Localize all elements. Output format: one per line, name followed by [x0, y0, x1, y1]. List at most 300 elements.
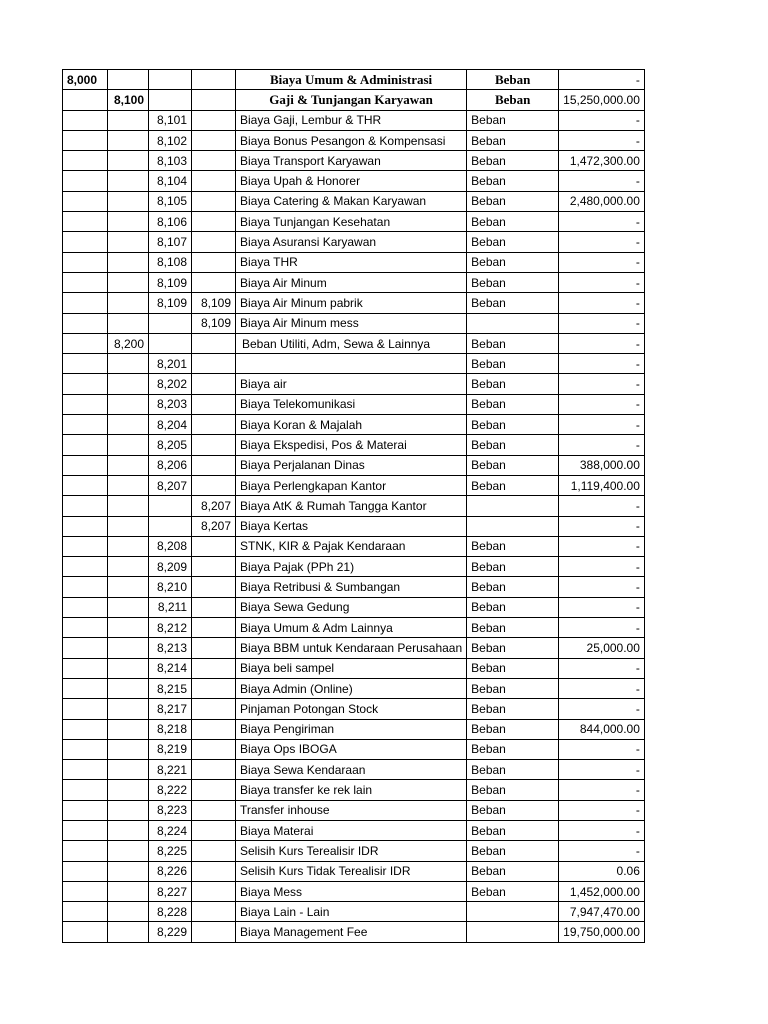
- account-code-level2[interactable]: [108, 678, 149, 698]
- table-row[interactable]: [63, 374, 645, 394]
- account-name[interactable]: Biaya Perlengkapan Kantor: [236, 475, 467, 495]
- account-code-level4[interactable]: 8,109: [192, 313, 236, 333]
- account-code-level2[interactable]: [108, 374, 149, 394]
- account-code-level1[interactable]: [63, 191, 108, 211]
- account-amount[interactable]: -: [559, 435, 645, 455]
- account-code-level1[interactable]: [63, 618, 108, 638]
- table-row[interactable]: [63, 536, 645, 556]
- account-amount[interactable]: -: [559, 293, 645, 313]
- table-row[interactable]: [63, 557, 645, 577]
- table-row[interactable]: [63, 232, 645, 252]
- account-code-level1[interactable]: [63, 861, 108, 881]
- account-type[interactable]: [467, 922, 559, 942]
- table-row[interactable]: [63, 110, 645, 130]
- account-type[interactable]: Beban: [467, 435, 559, 455]
- table-row[interactable]: [63, 171, 645, 191]
- account-code-level1[interactable]: [63, 820, 108, 840]
- account-name[interactable]: Biaya transfer ke rek lain: [236, 780, 467, 800]
- table-row[interactable]: [63, 516, 645, 536]
- account-code-level1[interactable]: [63, 922, 108, 942]
- table-row[interactable]: [63, 496, 645, 516]
- account-amount[interactable]: -: [559, 699, 645, 719]
- account-amount[interactable]: 1,119,400.00: [559, 475, 645, 495]
- account-amount[interactable]: -: [559, 70, 645, 90]
- account-type[interactable]: [467, 496, 559, 516]
- account-code-level2[interactable]: [108, 272, 149, 292]
- account-name[interactable]: Transfer inhouse: [236, 800, 467, 820]
- account-name[interactable]: Biaya Retribusi & Sumbangan: [236, 577, 467, 597]
- account-name[interactable]: Biaya Telekomunikasi: [236, 394, 467, 414]
- account-name[interactable]: Pinjaman Potongan Stock: [236, 699, 467, 719]
- account-name[interactable]: Biaya THR: [236, 252, 467, 272]
- account-type[interactable]: Beban: [467, 130, 559, 150]
- account-amount[interactable]: -: [559, 354, 645, 374]
- account-amount[interactable]: 388,000.00: [559, 455, 645, 475]
- account-code-level3[interactable]: 8,223: [149, 800, 192, 820]
- account-code-level1[interactable]: [63, 577, 108, 597]
- table-row[interactable]: [63, 719, 645, 739]
- account-code-level4[interactable]: [192, 557, 236, 577]
- table-row[interactable]: [63, 861, 645, 881]
- account-type[interactable]: Beban: [467, 212, 559, 232]
- account-type[interactable]: Beban: [467, 536, 559, 556]
- account-type[interactable]: Beban: [467, 557, 559, 577]
- account-code-level4[interactable]: [192, 272, 236, 292]
- account-code-level4[interactable]: [192, 800, 236, 820]
- table-row[interactable]: [63, 272, 645, 292]
- account-code-level4[interactable]: [192, 455, 236, 475]
- account-code-level4[interactable]: [192, 638, 236, 658]
- account-code-level4[interactable]: [192, 841, 236, 861]
- account-code-level4[interactable]: [192, 820, 236, 840]
- account-name[interactable]: Biaya beli sampel: [236, 658, 467, 678]
- account-type[interactable]: Beban: [467, 374, 559, 394]
- account-type[interactable]: Beban: [467, 861, 559, 881]
- account-name[interactable]: Biaya Sewa Kendaraan: [236, 760, 467, 780]
- account-code-level2[interactable]: [108, 739, 149, 759]
- account-code-level1[interactable]: [63, 678, 108, 698]
- account-code-level4[interactable]: 8,207: [192, 516, 236, 536]
- account-code-level1[interactable]: [63, 151, 108, 171]
- account-code-level2[interactable]: [108, 70, 149, 90]
- account-name[interactable]: Biaya Air Minum: [236, 272, 467, 292]
- account-code-level2[interactable]: [108, 475, 149, 495]
- account-name[interactable]: Biaya Management Fee: [236, 922, 467, 942]
- account-code-level2[interactable]: [108, 171, 149, 191]
- account-code-level3[interactable]: 8,103: [149, 151, 192, 171]
- account-type[interactable]: Beban: [467, 597, 559, 617]
- account-code-level4[interactable]: [192, 881, 236, 901]
- account-code-level4[interactable]: [192, 354, 236, 374]
- account-code-level3[interactable]: 8,227: [149, 881, 192, 901]
- account-code-level2[interactable]: [108, 293, 149, 313]
- account-code-level2[interactable]: [108, 455, 149, 475]
- account-code-level1[interactable]: [63, 130, 108, 150]
- account-name[interactable]: Biaya Ekspedisi, Pos & Materai: [236, 435, 467, 455]
- account-amount[interactable]: -: [559, 841, 645, 861]
- account-code-level4[interactable]: [192, 435, 236, 455]
- account-code-level3[interactable]: 8,214: [149, 658, 192, 678]
- account-name[interactable]: Biaya Air Minum mess: [236, 313, 467, 333]
- account-code-level1[interactable]: [63, 394, 108, 414]
- account-name[interactable]: Biaya Perjalanan Dinas: [236, 455, 467, 475]
- account-code-level4[interactable]: [192, 536, 236, 556]
- account-amount[interactable]: 7,947,470.00: [559, 902, 645, 922]
- account-type[interactable]: Beban: [467, 415, 559, 435]
- account-code-level1[interactable]: [63, 780, 108, 800]
- table-row[interactable]: [63, 597, 645, 617]
- account-code-level3[interactable]: 8,107: [149, 232, 192, 252]
- account-code-level4[interactable]: [192, 739, 236, 759]
- account-code-level3[interactable]: 8,206: [149, 455, 192, 475]
- account-code-level2[interactable]: [108, 415, 149, 435]
- account-amount[interactable]: 844,000.00: [559, 719, 645, 739]
- table-row[interactable]: [63, 881, 645, 901]
- account-amount[interactable]: -: [559, 212, 645, 232]
- account-amount[interactable]: -: [559, 130, 645, 150]
- account-code-level2[interactable]: [108, 800, 149, 820]
- account-type[interactable]: Beban: [467, 800, 559, 820]
- account-name[interactable]: Biaya Mess: [236, 881, 467, 901]
- account-name[interactable]: Biaya Umum & Administrasi: [236, 70, 467, 90]
- account-code-level3[interactable]: 8,224: [149, 820, 192, 840]
- account-amount[interactable]: -: [559, 415, 645, 435]
- account-name[interactable]: Biaya Gaji, Lembur & THR: [236, 110, 467, 130]
- account-code-level4[interactable]: [192, 191, 236, 211]
- account-name[interactable]: Biaya Admin (Online): [236, 678, 467, 698]
- account-amount[interactable]: 0.06: [559, 861, 645, 881]
- account-code-level4[interactable]: [192, 110, 236, 130]
- account-amount[interactable]: -: [559, 678, 645, 698]
- account-code-level3[interactable]: 8,106: [149, 212, 192, 232]
- account-type[interactable]: Beban: [467, 577, 559, 597]
- account-code-level4[interactable]: [192, 475, 236, 495]
- account-amount[interactable]: -: [559, 516, 645, 536]
- account-amount[interactable]: -: [559, 252, 645, 272]
- account-code-level4[interactable]: [192, 658, 236, 678]
- account-name[interactable]: Biaya Pajak (PPh 21): [236, 557, 467, 577]
- account-code-level2[interactable]: [108, 760, 149, 780]
- account-type[interactable]: Beban: [467, 333, 559, 353]
- account-code-level3[interactable]: 8,109: [149, 272, 192, 292]
- account-code-level1[interactable]: [63, 272, 108, 292]
- table-row[interactable]: [63, 151, 645, 171]
- account-code-level3[interactable]: 8,219: [149, 739, 192, 759]
- table-row[interactable]: [63, 658, 645, 678]
- account-code-level2[interactable]: [108, 557, 149, 577]
- account-amount[interactable]: -: [559, 597, 645, 617]
- table-row[interactable]: [63, 577, 645, 597]
- account-code-level1[interactable]: [63, 557, 108, 577]
- account-code-level3[interactable]: 8,229: [149, 922, 192, 942]
- account-code-level4[interactable]: [192, 678, 236, 698]
- account-name[interactable]: STNK, KIR & Pajak Kendaraan: [236, 536, 467, 556]
- account-amount[interactable]: -: [559, 171, 645, 191]
- table-row[interactable]: [63, 760, 645, 780]
- account-code-level2[interactable]: [108, 394, 149, 414]
- table-row[interactable]: [63, 333, 645, 353]
- account-code-level3[interactable]: 8,208: [149, 536, 192, 556]
- account-name[interactable]: Biaya Air Minum pabrik: [236, 293, 467, 313]
- account-code-level4[interactable]: [192, 171, 236, 191]
- account-name[interactable]: Biaya Pengiriman: [236, 719, 467, 739]
- table-row[interactable]: [63, 739, 645, 759]
- account-code-level3[interactable]: 8,204: [149, 415, 192, 435]
- account-code-level2[interactable]: [108, 618, 149, 638]
- account-code-level4[interactable]: 8,207: [192, 496, 236, 516]
- account-code-level1[interactable]: [63, 435, 108, 455]
- account-code-level2[interactable]: [108, 354, 149, 374]
- table-row[interactable]: [63, 800, 645, 820]
- account-code-level3[interactable]: 8,218: [149, 719, 192, 739]
- table-row[interactable]: [63, 841, 645, 861]
- account-code-level2[interactable]: [108, 232, 149, 252]
- account-name[interactable]: Biaya Lain - Lain: [236, 902, 467, 922]
- account-code-level2[interactable]: [108, 902, 149, 922]
- account-amount[interactable]: -: [559, 272, 645, 292]
- account-name[interactable]: Biaya Tunjangan Kesehatan: [236, 212, 467, 232]
- account-code-level3[interactable]: [149, 496, 192, 516]
- account-code-level3[interactable]: 8,202: [149, 374, 192, 394]
- account-code-level2[interactable]: [108, 861, 149, 881]
- account-amount[interactable]: -: [559, 232, 645, 252]
- account-type[interactable]: Beban: [467, 455, 559, 475]
- account-code-level3[interactable]: 8,217: [149, 699, 192, 719]
- table-row[interactable]: [63, 455, 645, 475]
- account-type[interactable]: Beban: [467, 171, 559, 191]
- account-code-level4[interactable]: [192, 760, 236, 780]
- account-code-level3[interactable]: 8,101: [149, 110, 192, 130]
- account-type[interactable]: Beban: [467, 191, 559, 211]
- account-type[interactable]: Beban: [467, 90, 559, 110]
- account-code-level1[interactable]: [63, 496, 108, 516]
- account-code-level1[interactable]: 8,000: [63, 70, 108, 90]
- account-code-level1[interactable]: [63, 110, 108, 130]
- account-code-level2[interactable]: [108, 820, 149, 840]
- account-type[interactable]: Beban: [467, 678, 559, 698]
- account-code-level3[interactable]: 8,102: [149, 130, 192, 150]
- table-row[interactable]: [63, 394, 645, 414]
- table-row[interactable]: [63, 191, 645, 211]
- account-code-level4[interactable]: [192, 902, 236, 922]
- account-amount[interactable]: 15,250,000.00: [559, 90, 645, 110]
- account-code-level2[interactable]: [108, 780, 149, 800]
- account-name[interactable]: Biaya Koran & Majalah: [236, 415, 467, 435]
- account-code-level2[interactable]: [108, 151, 149, 171]
- account-amount[interactable]: 19,750,000.00: [559, 922, 645, 942]
- account-amount[interactable]: -: [559, 739, 645, 759]
- account-code-level4[interactable]: [192, 333, 236, 353]
- table-row[interactable]: [63, 475, 645, 495]
- account-name[interactable]: Selisih Kurs Tidak Terealisir IDR: [236, 861, 467, 881]
- account-code-level2[interactable]: [108, 212, 149, 232]
- account-amount[interactable]: -: [559, 780, 645, 800]
- account-type[interactable]: Beban: [467, 881, 559, 901]
- account-code-level4[interactable]: [192, 597, 236, 617]
- account-code-level3[interactable]: [149, 90, 192, 110]
- account-code-level2[interactable]: [108, 658, 149, 678]
- account-code-level4[interactable]: 8,109: [192, 293, 236, 313]
- account-code-level3[interactable]: 8,213: [149, 638, 192, 658]
- account-code-level4[interactable]: [192, 252, 236, 272]
- account-amount[interactable]: -: [559, 374, 645, 394]
- account-code-level1[interactable]: [63, 232, 108, 252]
- account-type[interactable]: Beban: [467, 151, 559, 171]
- table-row[interactable]: [63, 618, 645, 638]
- account-code-level1[interactable]: [63, 374, 108, 394]
- account-code-level4[interactable]: [192, 618, 236, 638]
- table-row[interactable]: [63, 130, 645, 150]
- account-code-level1[interactable]: [63, 881, 108, 901]
- account-amount[interactable]: -: [559, 333, 645, 353]
- account-code-level1[interactable]: [63, 597, 108, 617]
- account-code-level3[interactable]: 8,228: [149, 902, 192, 922]
- account-code-level3[interactable]: 8,210: [149, 577, 192, 597]
- account-name[interactable]: Biaya Ops IBOGA: [236, 739, 467, 759]
- account-code-level3[interactable]: 8,109: [149, 293, 192, 313]
- account-amount[interactable]: -: [559, 800, 645, 820]
- account-type[interactable]: [467, 902, 559, 922]
- account-type[interactable]: Beban: [467, 354, 559, 374]
- account-type[interactable]: Beban: [467, 475, 559, 495]
- account-type[interactable]: Beban: [467, 841, 559, 861]
- account-code-level1[interactable]: [63, 902, 108, 922]
- account-code-level3[interactable]: 8,105: [149, 191, 192, 211]
- account-code-level4[interactable]: [192, 70, 236, 90]
- table-row[interactable]: [63, 70, 645, 90]
- account-code-level1[interactable]: [63, 354, 108, 374]
- account-code-level3[interactable]: [149, 516, 192, 536]
- account-amount[interactable]: -: [559, 110, 645, 130]
- account-code-level2[interactable]: [108, 313, 149, 333]
- account-code-level1[interactable]: [63, 719, 108, 739]
- account-code-level2[interactable]: [108, 191, 149, 211]
- account-code-level4[interactable]: [192, 922, 236, 942]
- account-code-level3[interactable]: 8,225: [149, 841, 192, 861]
- table-row[interactable]: [63, 354, 645, 374]
- account-code-level1[interactable]: [63, 699, 108, 719]
- account-code-level2[interactable]: [108, 496, 149, 516]
- account-code-level3[interactable]: 8,207: [149, 475, 192, 495]
- account-code-level4[interactable]: [192, 394, 236, 414]
- account-type[interactable]: Beban: [467, 699, 559, 719]
- account-code-level2[interactable]: 8,200: [108, 333, 149, 353]
- account-code-level1[interactable]: [63, 212, 108, 232]
- account-type[interactable]: Beban: [467, 293, 559, 313]
- account-code-level1[interactable]: [63, 252, 108, 272]
- table-row[interactable]: [63, 313, 645, 333]
- account-code-level1[interactable]: [63, 293, 108, 313]
- account-name[interactable]: Biaya Materai: [236, 820, 467, 840]
- account-type[interactable]: Beban: [467, 272, 559, 292]
- account-code-level2[interactable]: [108, 110, 149, 130]
- account-type[interactable]: Beban: [467, 110, 559, 130]
- account-type[interactable]: [467, 516, 559, 536]
- table-row[interactable]: [63, 293, 645, 313]
- table-row[interactable]: [63, 780, 645, 800]
- account-amount[interactable]: -: [559, 394, 645, 414]
- table-row[interactable]: [63, 638, 645, 658]
- account-code-level3[interactable]: 8,203: [149, 394, 192, 414]
- account-code-level3[interactable]: 8,226: [149, 861, 192, 881]
- account-code-level1[interactable]: [63, 516, 108, 536]
- account-name[interactable]: Biaya Bonus Pesangon & Kompensasi: [236, 130, 467, 150]
- account-type[interactable]: Beban: [467, 719, 559, 739]
- account-code-level1[interactable]: [63, 536, 108, 556]
- account-code-level3[interactable]: 8,205: [149, 435, 192, 455]
- account-amount[interactable]: -: [559, 658, 645, 678]
- account-code-level2[interactable]: [108, 252, 149, 272]
- account-code-level3[interactable]: 8,212: [149, 618, 192, 638]
- account-code-level4[interactable]: [192, 861, 236, 881]
- account-amount[interactable]: -: [559, 536, 645, 556]
- account-code-level1[interactable]: [63, 475, 108, 495]
- account-type[interactable]: Beban: [467, 638, 559, 658]
- account-code-level4[interactable]: [192, 577, 236, 597]
- account-code-level1[interactable]: [63, 333, 108, 353]
- account-code-level4[interactable]: [192, 130, 236, 150]
- account-type[interactable]: Beban: [467, 394, 559, 414]
- table-row[interactable]: [63, 678, 645, 698]
- account-type[interactable]: Beban: [467, 760, 559, 780]
- account-code-level1[interactable]: [63, 800, 108, 820]
- account-type[interactable]: Beban: [467, 780, 559, 800]
- account-code-level2[interactable]: [108, 841, 149, 861]
- account-code-level2[interactable]: [108, 699, 149, 719]
- account-name[interactable]: Beban Utiliti, Adm, Sewa & Lainnya: [236, 333, 467, 353]
- account-code-level3[interactable]: 8,104: [149, 171, 192, 191]
- account-code-level3[interactable]: 8,211: [149, 597, 192, 617]
- account-amount[interactable]: -: [559, 313, 645, 333]
- account-code-level1[interactable]: [63, 739, 108, 759]
- account-name[interactable]: Biaya Transport Karyawan: [236, 151, 467, 171]
- account-type[interactable]: Beban: [467, 658, 559, 678]
- account-code-level4[interactable]: [192, 151, 236, 171]
- account-amount[interactable]: 1,452,000.00: [559, 881, 645, 901]
- account-code-level3[interactable]: 8,221: [149, 760, 192, 780]
- account-code-level1[interactable]: [63, 313, 108, 333]
- account-code-level2[interactable]: [108, 577, 149, 597]
- account-type[interactable]: Beban: [467, 70, 559, 90]
- account-code-level3[interactable]: [149, 333, 192, 353]
- account-code-level3[interactable]: [149, 313, 192, 333]
- account-type[interactable]: Beban: [467, 739, 559, 759]
- account-code-level2[interactable]: [108, 638, 149, 658]
- account-code-level1[interactable]: [63, 760, 108, 780]
- table-row[interactable]: [63, 252, 645, 272]
- account-code-level2[interactable]: [108, 130, 149, 150]
- account-amount[interactable]: -: [559, 577, 645, 597]
- account-code-level1[interactable]: [63, 90, 108, 110]
- account-code-level2[interactable]: [108, 597, 149, 617]
- account-code-level3[interactable]: 8,222: [149, 780, 192, 800]
- account-name[interactable]: Biaya Upah & Honorer: [236, 171, 467, 191]
- account-name[interactable]: Biaya AtK & Rumah Tangga Kantor: [236, 496, 467, 516]
- table-row[interactable]: [63, 902, 645, 922]
- account-amount[interactable]: -: [559, 760, 645, 780]
- account-code-level3[interactable]: 8,215: [149, 678, 192, 698]
- account-name[interactable]: Biaya Kertas: [236, 516, 467, 536]
- account-code-level1[interactable]: [63, 658, 108, 678]
- account-code-level2[interactable]: [108, 922, 149, 942]
- account-code-level1[interactable]: [63, 455, 108, 475]
- account-amount[interactable]: 2,480,000.00: [559, 191, 645, 211]
- table-row[interactable]: [63, 820, 645, 840]
- account-amount[interactable]: -: [559, 496, 645, 516]
- account-code-level1[interactable]: [63, 415, 108, 435]
- account-name[interactable]: Biaya Catering & Makan Karyawan: [236, 191, 467, 211]
- account-code-level4[interactable]: [192, 212, 236, 232]
